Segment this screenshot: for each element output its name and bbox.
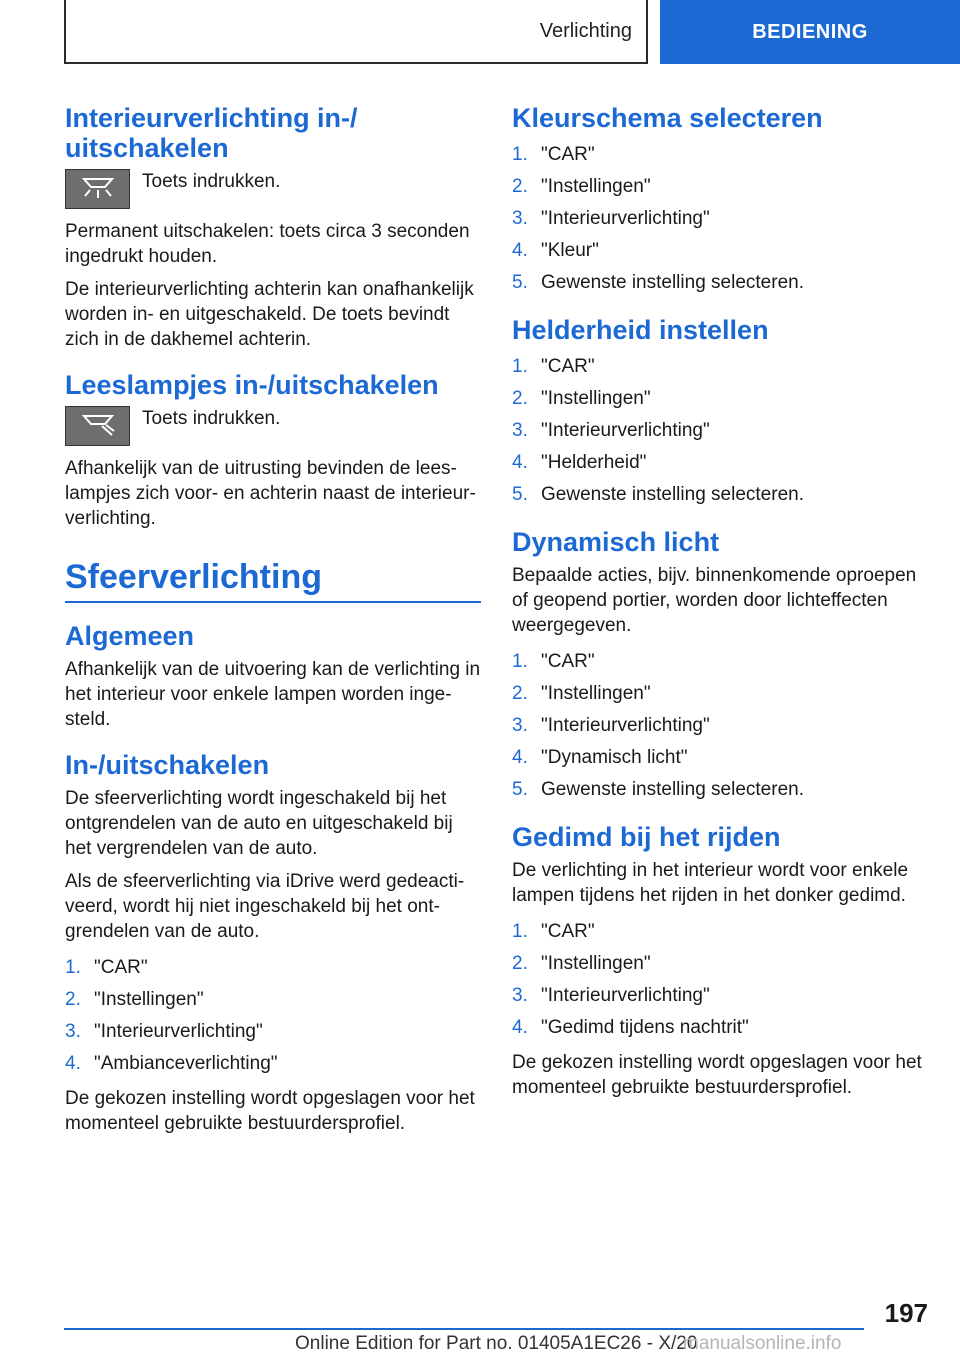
edition-text: Online Edition for Part no. 01405A1EC26 - X/20 — [295, 1333, 698, 1354]
section-title: Verlichting — [539, 19, 632, 42]
list-item: 2. "Instellingen" — [512, 388, 651, 409]
heading-brightness: Helderheid instellen — [512, 315, 769, 345]
heading-interior-light — [65, 103, 481, 163]
list-item: 2. "Instellingen" — [65, 989, 204, 1010]
instruction-text: Toets indrukken. — [142, 171, 281, 192]
list-item: 5. Gewenste instelling selecteren. — [512, 272, 804, 293]
list-item: 3. "Interieurverlichting" — [512, 208, 710, 229]
page-number: 197 — [884, 1298, 928, 1328]
heading-line: Interieurverlichting in-/ — [65, 103, 358, 133]
paragraph: Permanent uitschakelen: toets circa 3 seconden ingedrukt houden. — [65, 221, 470, 267]
paragraph: Als de sfeerverlichting via iDrive werd gedeacti-veerd, wordt hij niet ingeschakeld bij het ont-grendelen van de auto. — [65, 871, 465, 942]
list-item: 3. "Interieurverlichting" — [512, 985, 710, 1006]
paragraph: De gekozen instelling wordt opgeslagen voor het momenteel gebruikte bestuurdersprofiel. — [65, 1088, 475, 1134]
heading-switch: In-/uitschakelen — [65, 750, 270, 780]
heading-dynamic-light: Dynamisch licht — [512, 527, 720, 557]
heading-color-scheme: Kleurschema selecteren — [512, 103, 823, 133]
watermark: manualsonline.info — [683, 1333, 842, 1354]
list-item: 5. Gewenste instelling selecteren. — [512, 779, 804, 800]
paragraph: De sfeerverlichting wordt ingeschakeld bij het ontgrendelen van de auto en uitgeschakeld bij het vergrendelen van de auto. — [65, 788, 453, 859]
interior-light-button-icon — [65, 169, 130, 209]
chapter-tab — [660, 0, 960, 64]
list-item: 4. "Dynamisch licht" — [512, 747, 688, 768]
paragraph: De gekozen instelling wordt opgeslagen voor het momenteel gebruikte bestuurdersprofiel. — [512, 1052, 922, 1098]
paragraph: Afhankelijk van de uitrusting bevinden de lees-lampjes zich voor- en achterin naast de interieur-verlichting. — [65, 458, 476, 529]
paragraph: De interieurverlichting achterin kan onafhankelijk worden in- en uitgeschakeld. De toets bevindt zich in de dakhemel achterin. — [65, 279, 474, 350]
list-item: 4. "Gedimd tijdens nachtrit" — [512, 1017, 749, 1038]
heading-dimmed-driving: Gedimd bij het rijden — [512, 822, 781, 852]
step-list — [512, 646, 928, 806]
paragraph: Bepaalde acties, bijv. binnenkomende oproepen of geopend portier, worden door lichteffecten weergegeven. — [512, 565, 917, 636]
step-list — [512, 916, 928, 1044]
instruction-text: Toets indrukken. — [142, 408, 281, 429]
running-header-section — [64, 0, 648, 64]
paragraph: Afhankelijk van de uitvoering kan de verlichting in het interieur voor enkele lampen worden inge-steld. — [65, 659, 481, 730]
list-item: 2. "Instellingen" — [512, 176, 651, 197]
list-item: 3. "Interieurverlichting" — [512, 715, 710, 736]
step-list — [512, 351, 928, 511]
list-item: 4. "Ambianceverlichting" — [65, 1053, 278, 1074]
list-item: 4. "Kleur" — [512, 240, 599, 261]
reading-light-button-icon — [65, 406, 130, 446]
heading-general: Algemeen — [65, 621, 195, 651]
list-item: 1. "CAR" — [65, 957, 148, 978]
step-list — [65, 952, 481, 1080]
list-item: 3. "Interieurverlichting" — [65, 1021, 263, 1042]
list-item: 3. "Interieurverlichting" — [512, 420, 710, 441]
right-column — [512, 103, 928, 1108]
list-item: 5. Gewenste instelling selecteren. — [512, 484, 804, 505]
left-column — [65, 103, 481, 1144]
list-item: 1. "CAR" — [512, 144, 595, 165]
icon-row — [65, 169, 481, 209]
paragraph: De verlichting in het interieur wordt voor enkele lampen tijdens het rijden in het donker gedimd. — [512, 860, 909, 906]
list-item: 1. "CAR" — [512, 921, 595, 942]
list-item: 1. "CAR" — [512, 356, 595, 377]
section-title-ambient: Sfeerverlichting — [65, 557, 481, 603]
step-list — [512, 139, 928, 299]
heading-line: uitschakelen — [65, 133, 229, 163]
heading-reading-lights: Leeslampjes in-/uitschakelen — [65, 370, 439, 400]
list-item: 4. "Helderheid" — [512, 452, 647, 473]
icon-row — [65, 406, 481, 446]
list-item: 2. "Instellingen" — [512, 683, 651, 704]
footer-divider — [64, 1328, 864, 1330]
list-item: 1. "CAR" — [512, 651, 595, 672]
chapter-title: BEDIENING — [752, 20, 868, 43]
list-item: 2. "Instellingen" — [512, 953, 651, 974]
